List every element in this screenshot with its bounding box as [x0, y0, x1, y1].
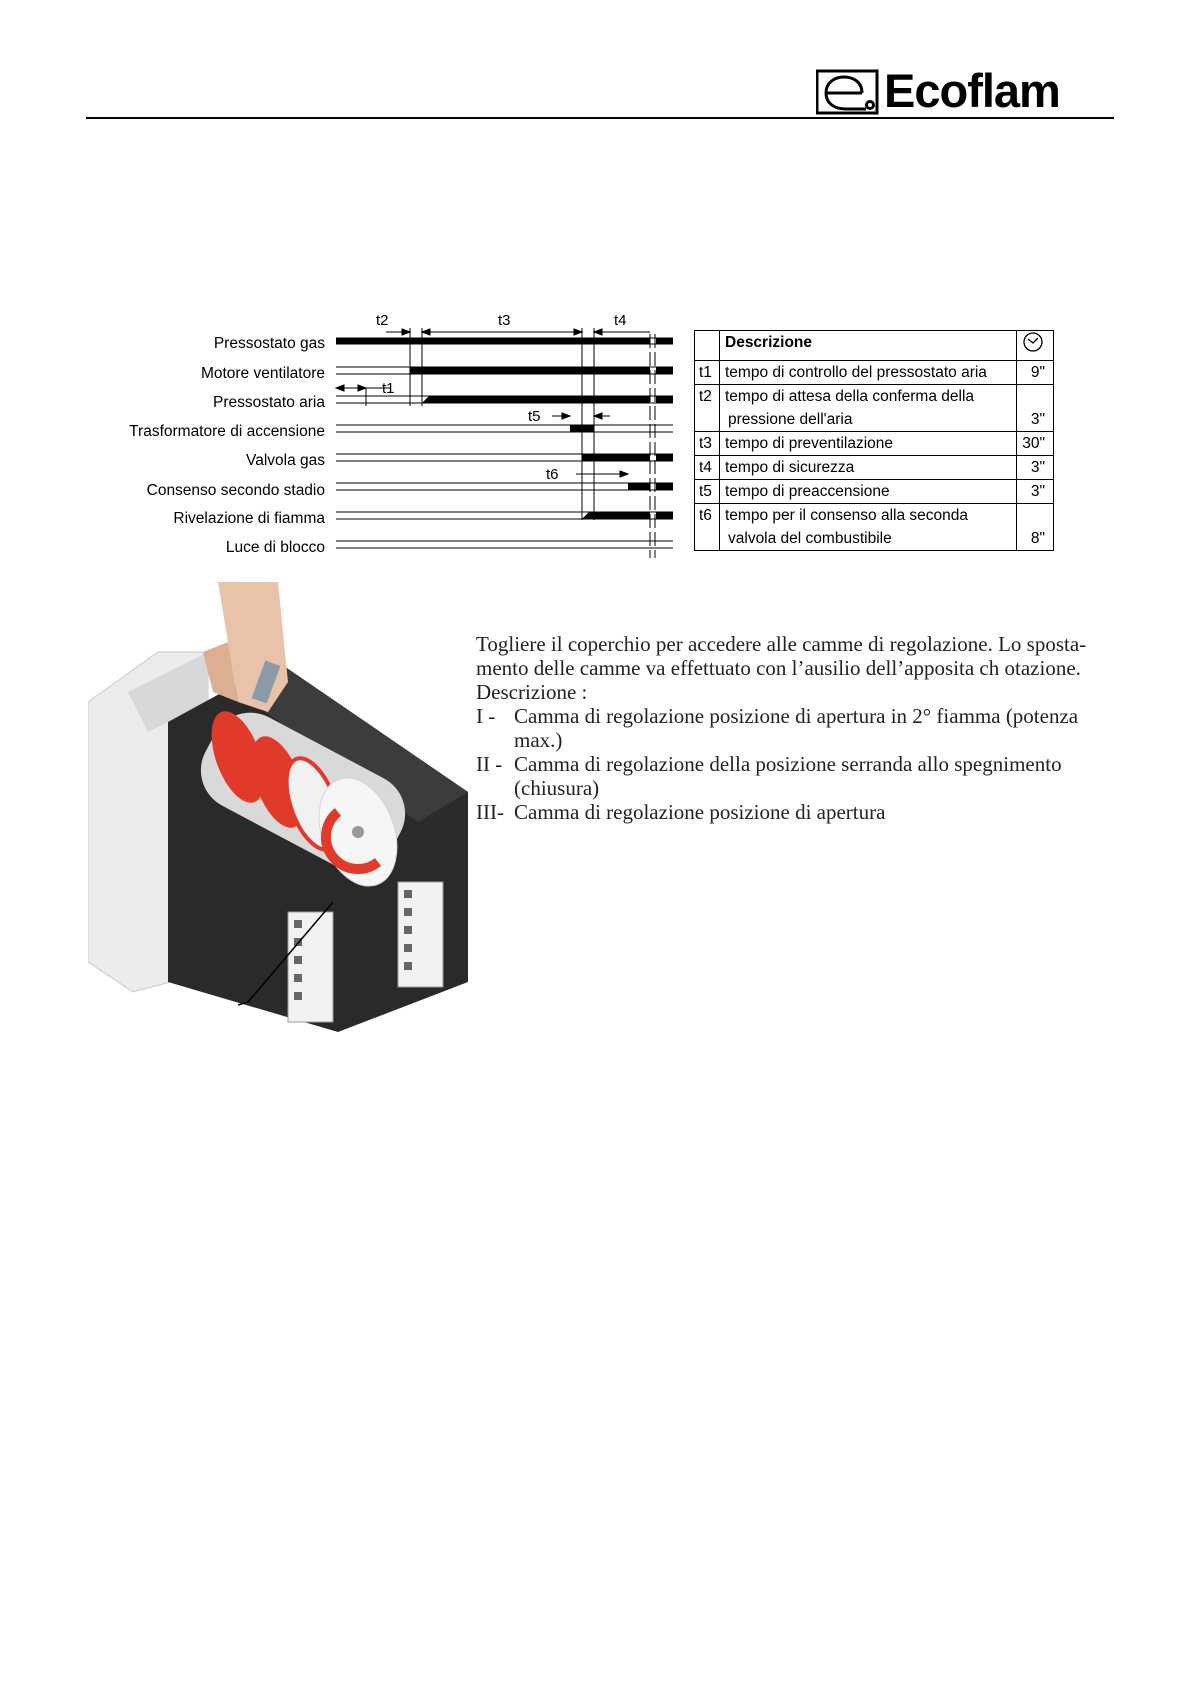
- signal-label: Luce di blocco: [225, 539, 325, 556]
- table-header-label: Descrizione: [720, 331, 1017, 361]
- marker-t5: t5: [528, 408, 541, 425]
- signal-label: Motore ventilatore: [200, 365, 325, 382]
- list-item: II - Camma di regolazione della posizione serranda allo spegnimento (chiusura): [476, 752, 1062, 800]
- signal-label: Pressostato aria: [213, 394, 325, 411]
- table-row: t4 tempo di sicurezza 3": [695, 456, 1054, 480]
- list-item: I - Camma di regolazione posizione di apertura in 2° fiamma (potenza max.): [476, 704, 1079, 752]
- signal-label: Rivelazione di fiamma: [173, 510, 325, 527]
- marker-t4: t4: [614, 312, 627, 329]
- clock-icon: [1017, 331, 1054, 361]
- header-rule: [86, 117, 1114, 119]
- servomotor-photo: [88, 582, 478, 1042]
- timing-diagram: [330, 308, 680, 568]
- signal-label: Pressostato gas: [213, 335, 325, 352]
- cam-instructions: [476, 632, 1096, 824]
- intro-paragraph: Togliere il coperchio per accedere alle camme di regolazione. Lo sposta- mento delle camme va effettuato con l’ausilio dell’apposita ch otazione. Descrizione :: [476, 632, 1087, 704]
- signal-label: Trasformatore di accensione: [129, 423, 325, 440]
- signal-label: Consenso secondo stadio: [146, 482, 325, 499]
- marker-t3: t3: [498, 312, 511, 329]
- marker-t6: t6: [546, 466, 559, 483]
- table-row: t5 tempo di preaccensione 3": [695, 480, 1054, 504]
- signal-label: Valvola gas: [246, 452, 325, 469]
- brand-name: Ecoflam: [884, 64, 1060, 117]
- table-row: t6 tempo per il consenso alla seconda valvola del combustibile 8": [695, 504, 1054, 551]
- table-row: t1 tempo di controllo del pressostato aria 9": [695, 361, 1054, 385]
- ecoflam-logo-mark: [816, 69, 886, 115]
- timing-description-table: [694, 330, 1054, 551]
- table-header-row: [695, 331, 1054, 361]
- table-row: t3 tempo di preventilazione 30": [695, 432, 1054, 456]
- marker-t2: t2: [376, 312, 389, 329]
- marker-t1: t1: [382, 380, 395, 397]
- table-row: t2 tempo di attesa della conferma della pressione dell'aria 3": [695, 385, 1054, 432]
- list-item: III- Camma di regolazione posizione di apertura: [476, 800, 886, 824]
